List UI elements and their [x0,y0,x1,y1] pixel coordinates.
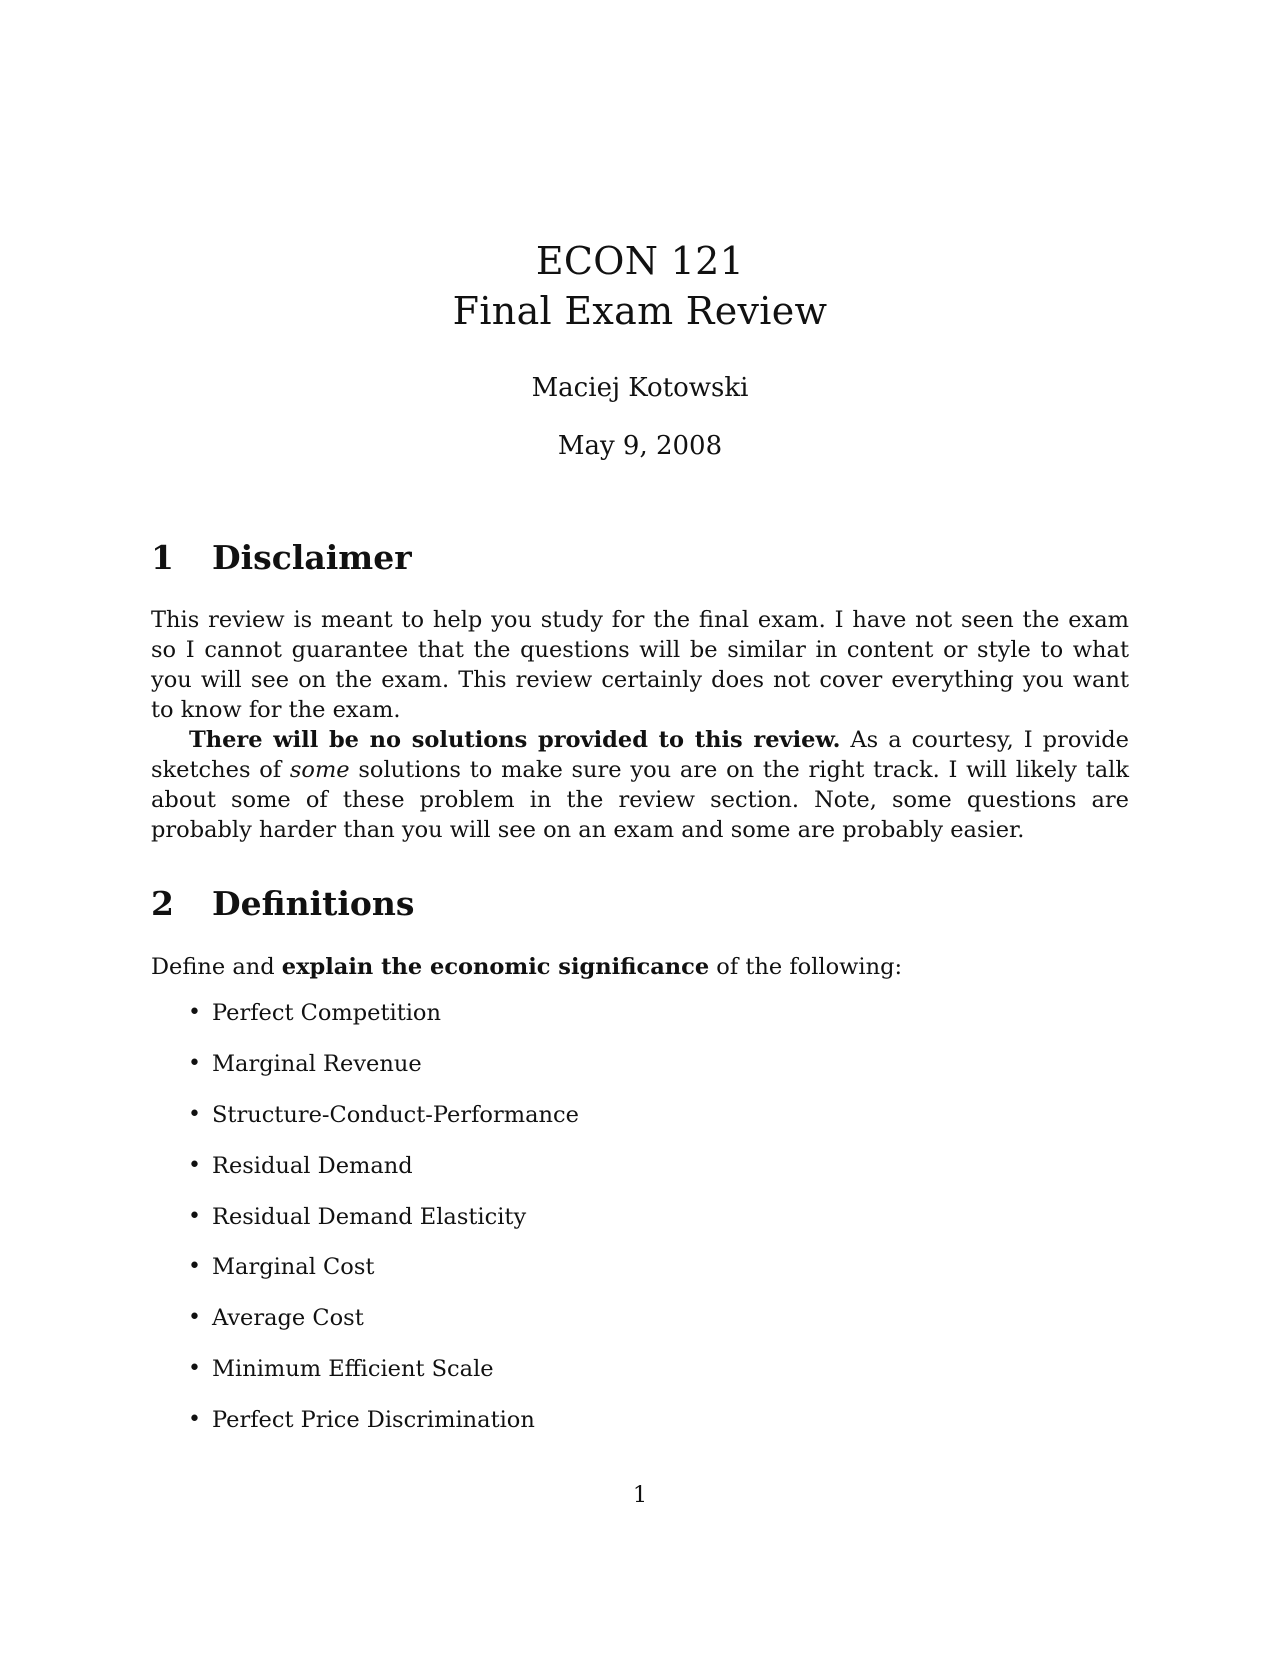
bullet-icon: • [188,1305,201,1331]
page-number: 1 [632,1482,648,1508]
bullet-icon: • [188,1407,201,1433]
list-item: • Residual Demand Elasticity [188,1203,527,1230]
definitions-list [151,998,1051,1456]
bullet-icon: • [188,1356,201,1382]
list-item: • Minimum Efficient Scale [188,1356,494,1383]
disclaimer-paragraph-2: There will be no solutions provided to this review. As a courtesy, I provide sketches of some solutions to make sure you are on the right track. I will likely talk about some of these problem in the review section. Note, some questions are probably harder than you will see on an exam and some are probably easier. [151,727,1129,843]
section-heading-disclaimer [151,538,412,578]
emphasis-some: some [289,757,350,783]
author-name: Maciej Kotowski [531,373,749,403]
section-number: 2 [151,884,174,923]
no-solutions-notice: There will be no solutions provided to this review. [189,727,841,753]
disclaimer-paragraph-1: This review is meant to help you study for the final exam. I have not seen the exam so I cannot guarantee that the questions will be similar in content or style to what you will see on the exam. This review certainly does not cover everything you want to know for the exam. [151,607,1129,723]
list-item: • Perfect Price Discrimination [188,1407,535,1434]
document-title [0,236,1280,336]
list-item: • Marginal Revenue [188,1050,422,1077]
bullet-icon: • [188,1254,201,1280]
list-item: • Structure-Conduct-Performance [188,1101,579,1128]
document-subtitle: Final Exam Review [452,289,828,333]
list-item: • Residual Demand [188,1152,413,1179]
course-title: ECON 121 [535,239,745,283]
document-date: May 9, 2008 [557,431,723,461]
section-title: Disclaimer [212,538,412,577]
bullet-icon: • [188,1000,201,1025]
list-item: • Marginal Cost [188,1254,375,1281]
bullet-icon: • [188,1101,201,1127]
section-heading-definitions [151,884,415,924]
list-item: • Average Cost [188,1305,364,1332]
list-item: • Perfect Competition [188,1000,441,1026]
definitions-intro: Define and explain the economic significance of the following: [151,954,903,980]
intro-emphasis: explain the economic significance [281,954,710,980]
bullet-icon: • [188,1050,201,1076]
bullet-icon: • [188,1203,201,1229]
section-number: 1 [151,538,174,577]
bullet-icon: • [188,1152,201,1178]
section-title: Definitions [212,884,415,923]
